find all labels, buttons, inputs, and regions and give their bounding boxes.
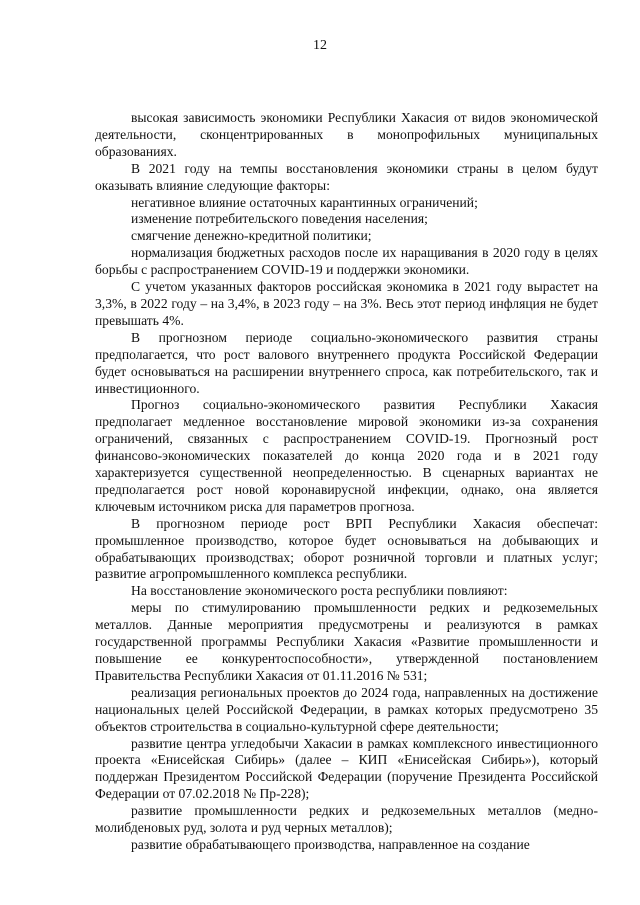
page-number: 12 bbox=[313, 38, 327, 53]
paragraph-10: В прогнозном периоде рост ВРП Республики Хакасия обеспечат: промышленное производство, которое будет основываться на добывающих и обрабатывающих производствах; оборот розничной торговли и платных услуг; развитие агропромышленного комплекса республики. bbox=[95, 515, 598, 582]
paragraph-6: нормализация бюджетных расходов после их наращивания в 2020 году в целях борьбы с распространением COVID-19 и поддержки экономики. bbox=[95, 245, 598, 278]
paragraph-11: На восстановление экономического роста республики повлияют: bbox=[131, 583, 508, 599]
document-body bbox=[95, 110, 598, 854]
paragraph-14: развитие центра угледобычи Хакасии в рамках комплексного инвестиционного проекта «Енисейская Сибирь» (далее – КИП «Енисейская Сибирь»), который поддержан Президентом Российской Федерации (поручение Президента Российской Федерации от 07.02.2018 № Пр-228); bbox=[95, 735, 598, 802]
paragraph-3: негативное влияние остаточных карантинных ограничений; bbox=[131, 194, 478, 210]
paragraph-8: В прогнозном периоде социально-экономического развития страны предполагается, что рост валового внутреннего продукта Российской Федерации будет основываться на расширении внутреннего спроса, как потребительского, так и инвестиционного. bbox=[95, 329, 598, 396]
paragraph-1: высокая зависимость экономики Республики Хакасия от видов экономической деятельности, сконцентрированных в монопрофильных муниципальных образованиях. bbox=[95, 110, 598, 159]
paragraph-12: меры по стимулированию промышленности редких и редкоземельных металлов. Данные мероприятия предусмотрены и реализуются в рамках государственной программы Республики Хакасия «Развитие промышленности и повышение ее конкурентоспособности», утвержденной постановлением Правительства Республики Хакасия от 01.11.2016 № 531; bbox=[95, 600, 598, 683]
paragraph-4: изменение потребительского поведения населения; bbox=[131, 211, 428, 227]
paragraph-16: развитие обрабатывающего производства, направленное на создание bbox=[131, 836, 530, 852]
paragraph-2: В 2021 году на темпы восстановления экономики страны в целом будут оказывать влияние следующие факторы: bbox=[95, 160, 598, 193]
paragraph-9: Прогноз социально-экономического развития Республики Хакасия предполагает медленное восстановление мировой экономики из-за сохранения ограничений, связанных с распространением COVID-19. Прогнозный рост финансово-экономических показателей до конца 2020 года и в 2021 году характеризуется существенной неопределенностью. В сценарных вариантах не предполагается рост новой коронавирусной инфекции, однако, она является ключевым источником риска для параметров прогноза. bbox=[95, 397, 598, 514]
paragraph-7: С учетом указанных факторов российская экономика в 2021 году вырастет на 3,3%, в 2022 году – на 3,4%, в 2023 году – на 3%. Весь этот период инфляция не будет превышать 4%. bbox=[95, 279, 598, 328]
paragraph-5: смягчение денежно-кредитной политики; bbox=[131, 228, 372, 244]
paragraph-13: реализация региональных проектов до 2024 года, направленных на достижение национальных целей Российской Федерации, в рамках которых предусмотрено 35 объектов строительства в социально-культурной сфере деятельности; bbox=[95, 684, 598, 734]
paragraph-15: развитие промышленности редких и редкоземельных металлов (медно-молибденовых руд, золота и руд черных металлов); bbox=[95, 803, 598, 836]
